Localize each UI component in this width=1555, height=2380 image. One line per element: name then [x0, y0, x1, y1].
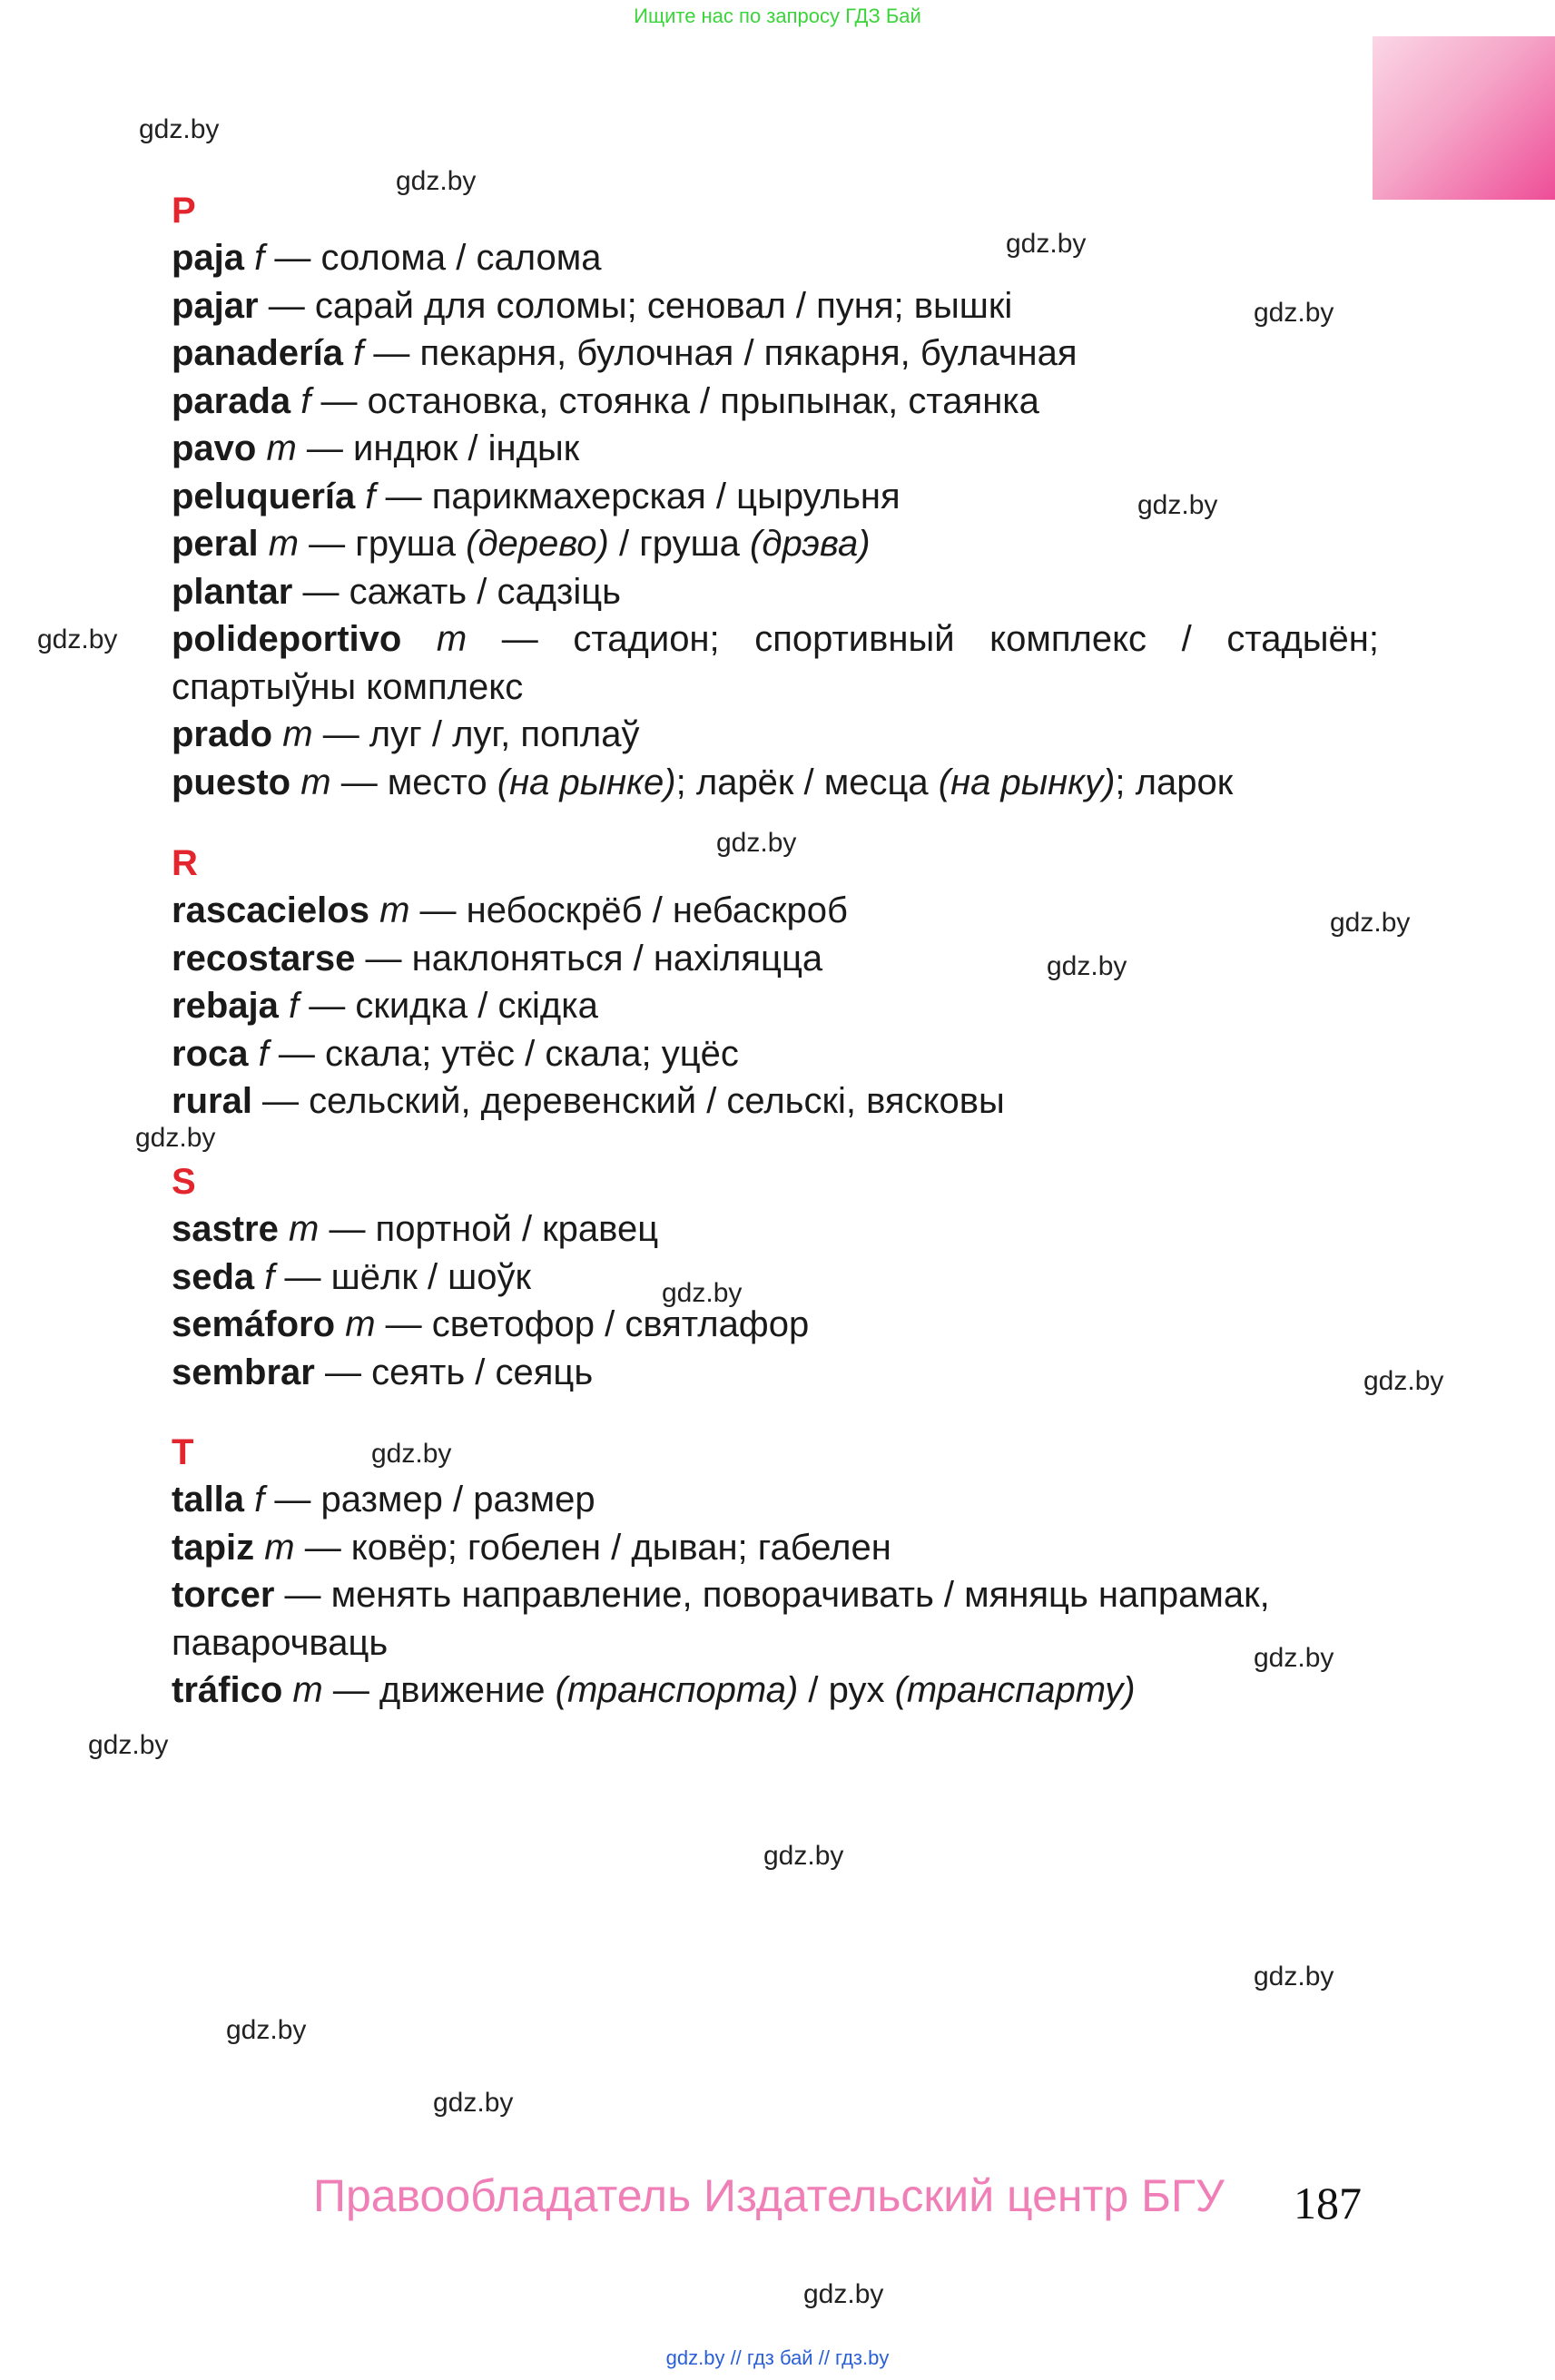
watermark: gdz.by: [716, 828, 797, 858]
translation: — стадион; спортивный комплекс / стадыён;: [467, 619, 1379, 659]
headword: talla: [172, 1480, 245, 1519]
entry: [172, 425, 1379, 473]
translation: — сарай для соломы; сеновал / пуня; вышкі: [258, 285, 1013, 326]
watermark: gdz.by: [371, 1439, 452, 1469]
entry: [172, 1349, 1379, 1397]
gender: m: [264, 1527, 295, 1568]
entry-continuation: спартыўны комплекс: [172, 666, 524, 707]
gender: f: [258, 1033, 269, 1074]
translation: — небоскрёб / небаскроб: [409, 890, 848, 930]
headword: pajar: [172, 285, 259, 326]
page-number: 187: [1294, 2178, 1362, 2228]
entry: [172, 1030, 1379, 1078]
watermark: gdz.by: [396, 166, 477, 196]
gender: m: [289, 1209, 320, 1249]
watermark: gdz.by: [1006, 229, 1087, 259]
watermark: gdz.by: [1254, 298, 1334, 328]
headword: sembrar: [172, 1352, 315, 1392]
watermark: gdz.by: [662, 1278, 743, 1308]
headword: puesto: [172, 762, 291, 802]
watermark: gdz.by: [1137, 490, 1218, 520]
entry: [172, 982, 1379, 1030]
watermark: gdz.by: [226, 2015, 307, 2045]
headword: semáforo: [172, 1304, 336, 1344]
entry: [172, 520, 1379, 568]
headword: recostarse: [172, 938, 356, 979]
watermark: gdz.by: [139, 114, 220, 144]
note: (на рынку): [938, 762, 1116, 802]
note: (на рынке): [497, 762, 676, 802]
headword: pavo: [172, 428, 257, 468]
headword: torcer: [172, 1575, 275, 1615]
entry: [172, 234, 1379, 282]
headword: polideportivo: [172, 619, 402, 659]
entry: [172, 615, 1379, 664]
section-s: [172, 1158, 1379, 1396]
section-t: [172, 1429, 1379, 1715]
gender: m: [266, 428, 297, 468]
section-letter: T: [172, 1432, 194, 1472]
headword: peral: [172, 524, 259, 564]
translation: — место: [330, 762, 497, 802]
translation: — груша: [299, 524, 467, 564]
translation: — скидка / скідка: [299, 986, 598, 1026]
entry: [172, 1301, 1379, 1349]
headword: prado: [172, 714, 273, 754]
entry: [172, 473, 1379, 521]
translation: — скала; утёс / скала; уцёс: [268, 1033, 739, 1074]
translation: — индюк / індык: [296, 428, 580, 468]
headword: peluquería: [172, 476, 356, 516]
section-letter: P: [172, 191, 196, 231]
translation: — сажать / садзіць: [292, 571, 622, 612]
entry: [172, 1524, 1379, 1572]
watermark: gdz.by: [1254, 1962, 1334, 1992]
section-p: [172, 187, 1379, 806]
gender: f: [254, 238, 265, 278]
headword: seda: [172, 1256, 255, 1297]
watermark: gdz.by: [803, 2279, 884, 2309]
watermark: gdz.by: [1363, 1366, 1444, 1396]
translation: — наклоняться / нахіляцца: [355, 938, 823, 979]
entry: [172, 759, 1379, 807]
entry: [172, 329, 1379, 378]
watermark: gdz.by: [88, 1730, 169, 1760]
entry: [172, 1254, 1379, 1302]
headword: rebaja: [172, 986, 279, 1026]
gender: m: [379, 890, 410, 930]
entry: [172, 568, 1379, 616]
entry: [172, 378, 1379, 426]
gender: f: [254, 1480, 265, 1519]
gender: m: [292, 1670, 323, 1710]
translation: — шёлк / шоўк: [274, 1256, 531, 1297]
entry: [172, 1476, 1379, 1524]
entry: [172, 282, 1379, 330]
note: (транспорта): [555, 1670, 799, 1710]
gender: m: [436, 619, 467, 659]
translation: ; ларёк / месца: [675, 762, 939, 802]
translation: — пекарня, булочная / пякарня, булачная: [363, 333, 1078, 373]
note: (дрэва): [750, 524, 871, 564]
copyright-notice: Правообладатель Издательский центр БГУ: [313, 2170, 1225, 2221]
headword: plantar: [172, 571, 293, 612]
headword: tráfico: [172, 1670, 283, 1710]
translation: — движение: [322, 1670, 556, 1710]
headword: paja: [172, 238, 245, 278]
translation: / груша: [608, 524, 751, 564]
corner-decoration: [1373, 36, 1555, 200]
gender: m: [268, 524, 300, 564]
translation: — портной / кравец: [319, 1209, 659, 1249]
entry: [172, 935, 1379, 983]
headword: roca: [172, 1033, 249, 1074]
watermark: gdz.by: [135, 1123, 216, 1153]
gender: m: [345, 1304, 376, 1344]
gender: f: [365, 476, 376, 516]
watermark: gdz.by: [1254, 1643, 1334, 1673]
entry: [172, 887, 1379, 935]
entry: [172, 1571, 1379, 1619]
entry: [172, 1667, 1379, 1715]
headword: tapiz: [172, 1527, 255, 1568]
gender: m: [282, 714, 313, 754]
note: (дерево): [466, 524, 609, 564]
watermark: gdz.by: [433, 2088, 514, 2118]
headword: parada: [172, 380, 291, 421]
translation: / рух: [798, 1670, 895, 1710]
footer-links[interactable]: gdz.by // гдз бай // гдз.by: [665, 2346, 890, 2369]
top-banner[interactable]: Ищите нас по запросу ГДЗ Бай: [634, 5, 921, 27]
translation: — солома / салома: [264, 238, 602, 278]
entry-continuation: паварочваць: [172, 1622, 389, 1663]
translation: — ковёр; гобелен / дыван; габелен: [294, 1527, 891, 1568]
gender: f: [300, 380, 311, 421]
gender: f: [264, 1256, 275, 1297]
translation: — сеять / сеяць: [314, 1352, 594, 1392]
translation: — сельский, деревенский / сельскі, вясковы: [251, 1081, 1005, 1121]
translation: — светофор / святлафор: [375, 1304, 810, 1344]
watermark: gdz.by: [763, 1841, 844, 1871]
note: (транспарту): [894, 1670, 1136, 1710]
headword: panadería: [172, 333, 343, 373]
watermark: gdz.by: [1047, 951, 1127, 981]
section-letter: R: [172, 843, 198, 883]
section-letter: S: [172, 1162, 196, 1202]
entry: [172, 1077, 1379, 1126]
headword: rural: [172, 1081, 252, 1121]
gender: f: [288, 986, 300, 1026]
headword: rascacielos: [172, 890, 369, 930]
gender: f: [353, 333, 364, 373]
watermark: gdz.by: [37, 625, 118, 654]
translation: — размер / размер: [264, 1480, 595, 1519]
gender: m: [300, 762, 331, 802]
section-r: [172, 840, 1379, 1126]
headword: sastre: [172, 1209, 279, 1249]
translation: — луг / луг, поплаў: [312, 714, 640, 754]
translation: — парикмахерская / цырульня: [375, 476, 901, 516]
entry: [172, 1205, 1379, 1254]
entry: [172, 711, 1379, 759]
translation: — остановка, стоянка / прыпынак, стаянка: [310, 380, 1039, 421]
watermark: gdz.by: [1330, 908, 1411, 938]
translation: ; ларок: [1115, 762, 1234, 802]
translation: — менять направление, поворачивать / мяняць напрамак,: [274, 1575, 1270, 1615]
